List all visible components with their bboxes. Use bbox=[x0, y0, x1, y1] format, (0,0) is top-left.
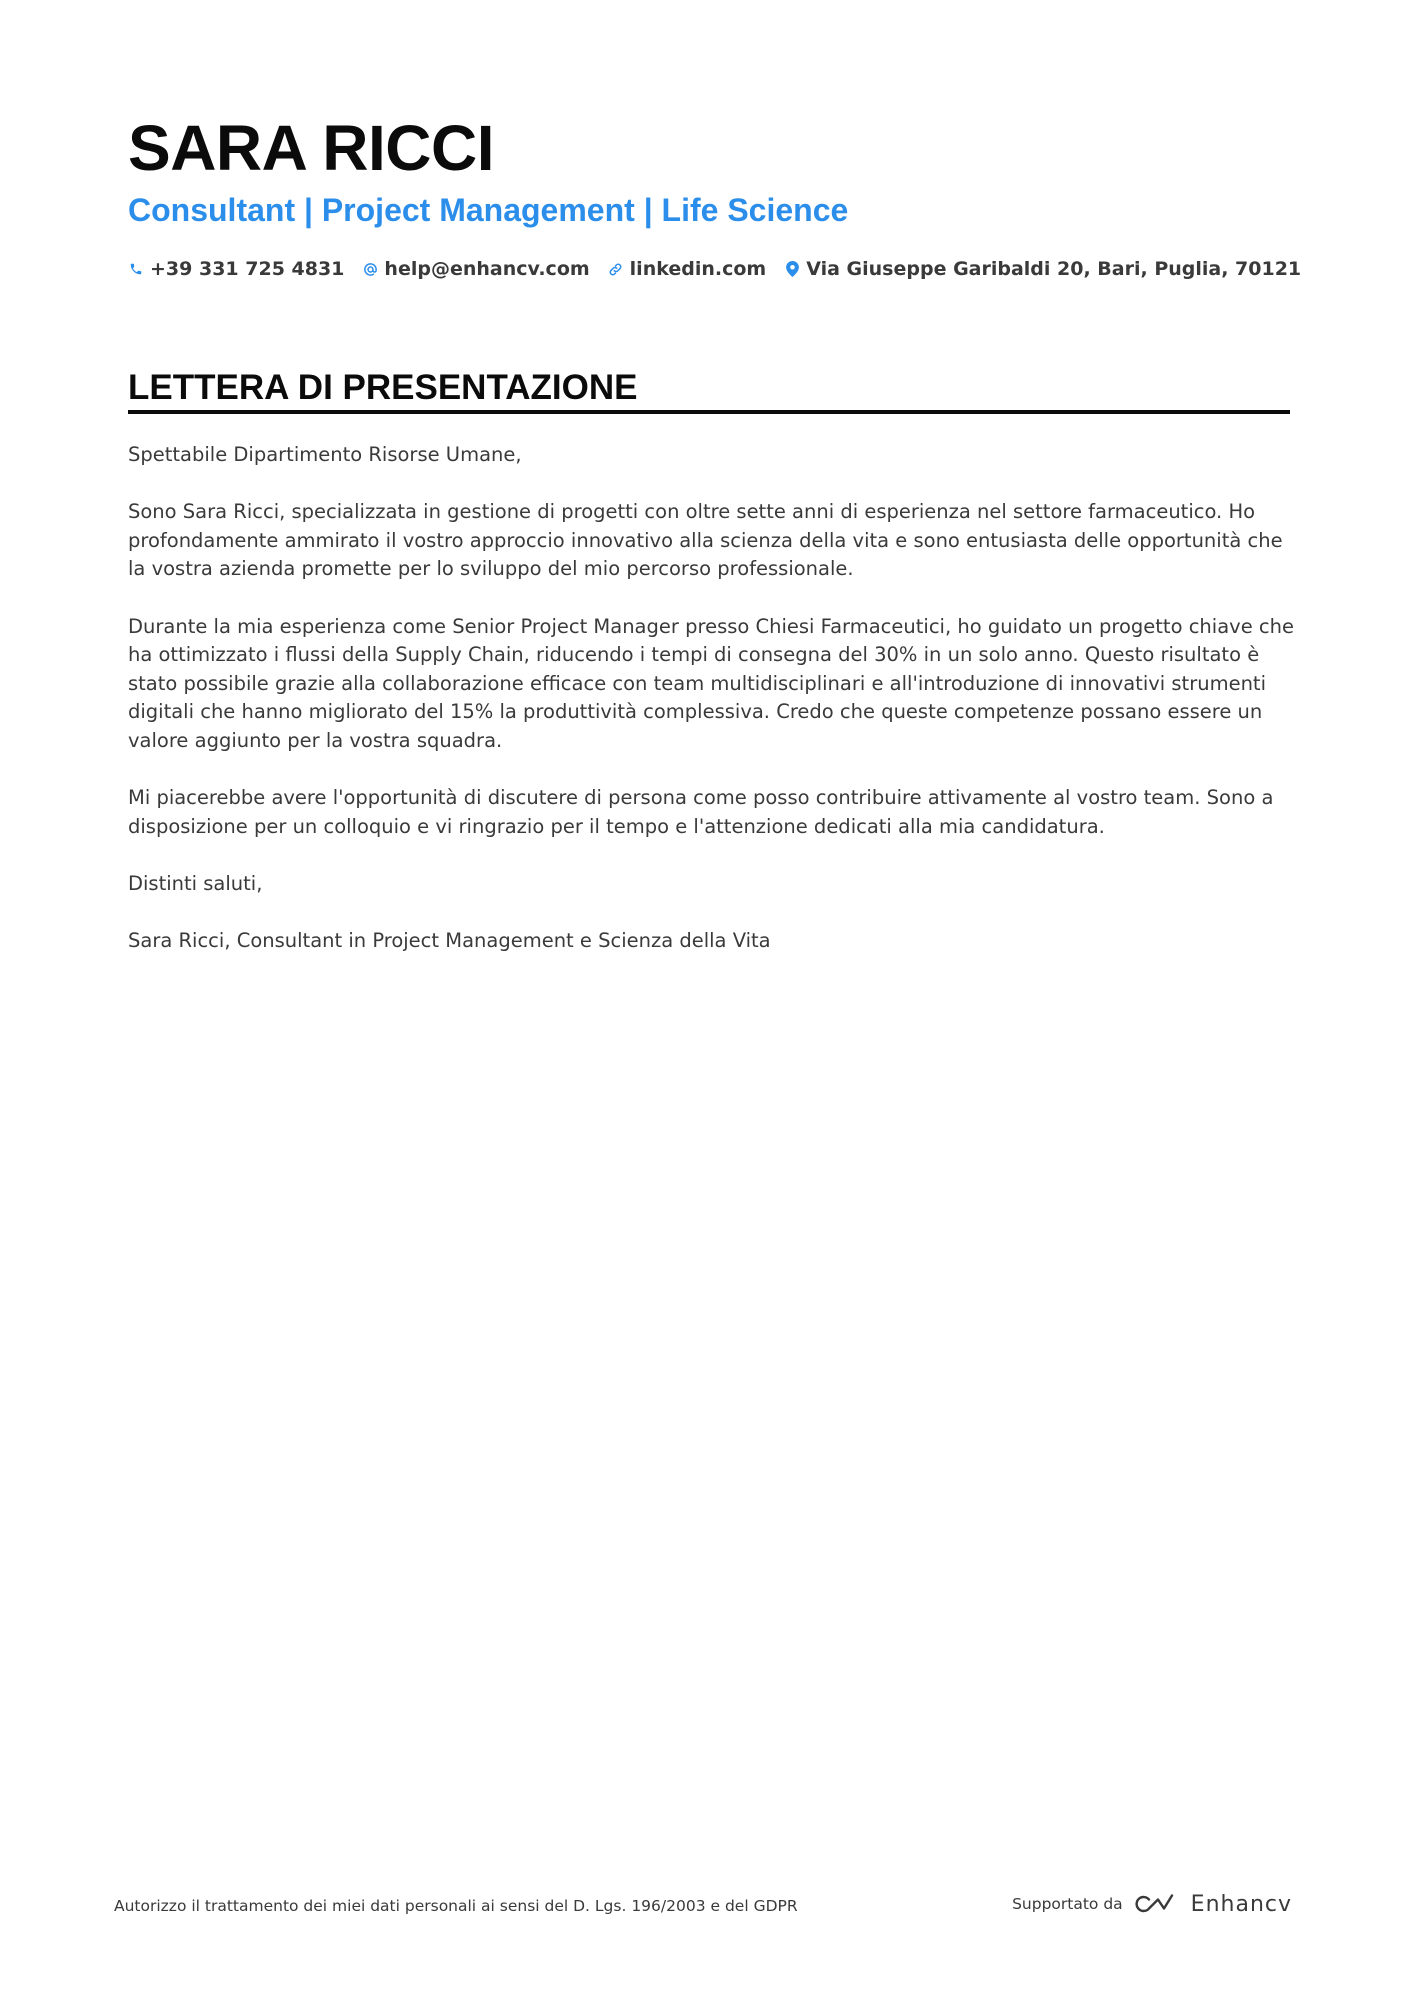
letter-body bbox=[128, 441, 1296, 984]
candidate-name: SARA RICCI bbox=[128, 112, 494, 184]
letter-closing: Distinti saluti, bbox=[128, 871, 263, 895]
contact-address bbox=[784, 258, 1301, 280]
letter-salutation: Spettabile Dipartimento Risorse Umane, bbox=[128, 443, 522, 466]
contact-bar bbox=[128, 254, 1319, 284]
letter-signature: Sara Ricci, Consultant in Project Management e Scienza della Vita bbox=[128, 929, 771, 953]
section-title: LETTERA DI PRESENTAZIONE bbox=[128, 368, 638, 407]
section-divider bbox=[128, 410, 1290, 414]
location-pin-icon bbox=[784, 260, 800, 278]
contact-phone-text: +39 331 725 4831 bbox=[150, 258, 345, 280]
powered-by-label: Supportato da bbox=[1012, 1895, 1123, 1913]
contact-linkedin[interactable] bbox=[608, 258, 767, 280]
enhancv-logo-icon bbox=[1135, 1892, 1181, 1916]
letter-paragraph: Durante la mia esperienza come Senior Project Manager presso Chiesi Farmaceutici, ho guidato un progetto chiave che ha ottimizzato i flussi della Supply Chain, riducendo i tempi di consegna del 30% in un solo anno. Questo risultato è stato possibile grazie alla collaborazione efficace con team multidisciplinari e all'introduzione di innovativi strumenti digitali che hanno migliorato del 15% la produttività complessiva. Credo che queste competenze possano essere un valore aggiunto per la vostra squadra. bbox=[128, 614, 1294, 752]
contact-address-text: Via Giuseppe Garibaldi 20, Bari, Puglia, 70121 bbox=[806, 258, 1302, 280]
privacy-consent-note: Autorizzo il trattamento dei miei dati personali ai sensi del D. Lgs. 196/2003 e del GDPR bbox=[114, 1897, 798, 1915]
letter-paragraph: Sono Sara Ricci, specializzata in gestione di progetti con oltre sette anni di esperienza nel settore farmaceutico. Ho profondamente ammirato il vostro approccio innovativo alla scienza della vita e sono entusiasta delle opportunità che la vostra azienda promette per lo sviluppo del mio percorso professionale. bbox=[128, 500, 1283, 581]
at-icon bbox=[362, 260, 378, 278]
letter-paragraph: Mi piacerebbe avere l'opportunità di discutere di persona come posso contribuire attivamente al vostro team. Sono a disposizione per un colloquio e vi ringrazio per il tempo e l'attenzione dedicati alla mia candidatura. bbox=[128, 786, 1274, 838]
contact-phone[interactable] bbox=[128, 258, 344, 280]
powered-by[interactable] bbox=[1012, 1888, 1292, 1920]
contact-email-text: help@enhancv.com bbox=[384, 258, 590, 280]
candidate-title: Consultant | Project Management | Life Science bbox=[128, 192, 849, 228]
phone-icon bbox=[128, 260, 144, 278]
contact-email[interactable] bbox=[362, 258, 589, 280]
contact-linkedin-text: linkedin.com bbox=[629, 258, 767, 280]
link-icon bbox=[608, 260, 624, 278]
brand-name: Enhancv bbox=[1190, 1891, 1292, 1917]
